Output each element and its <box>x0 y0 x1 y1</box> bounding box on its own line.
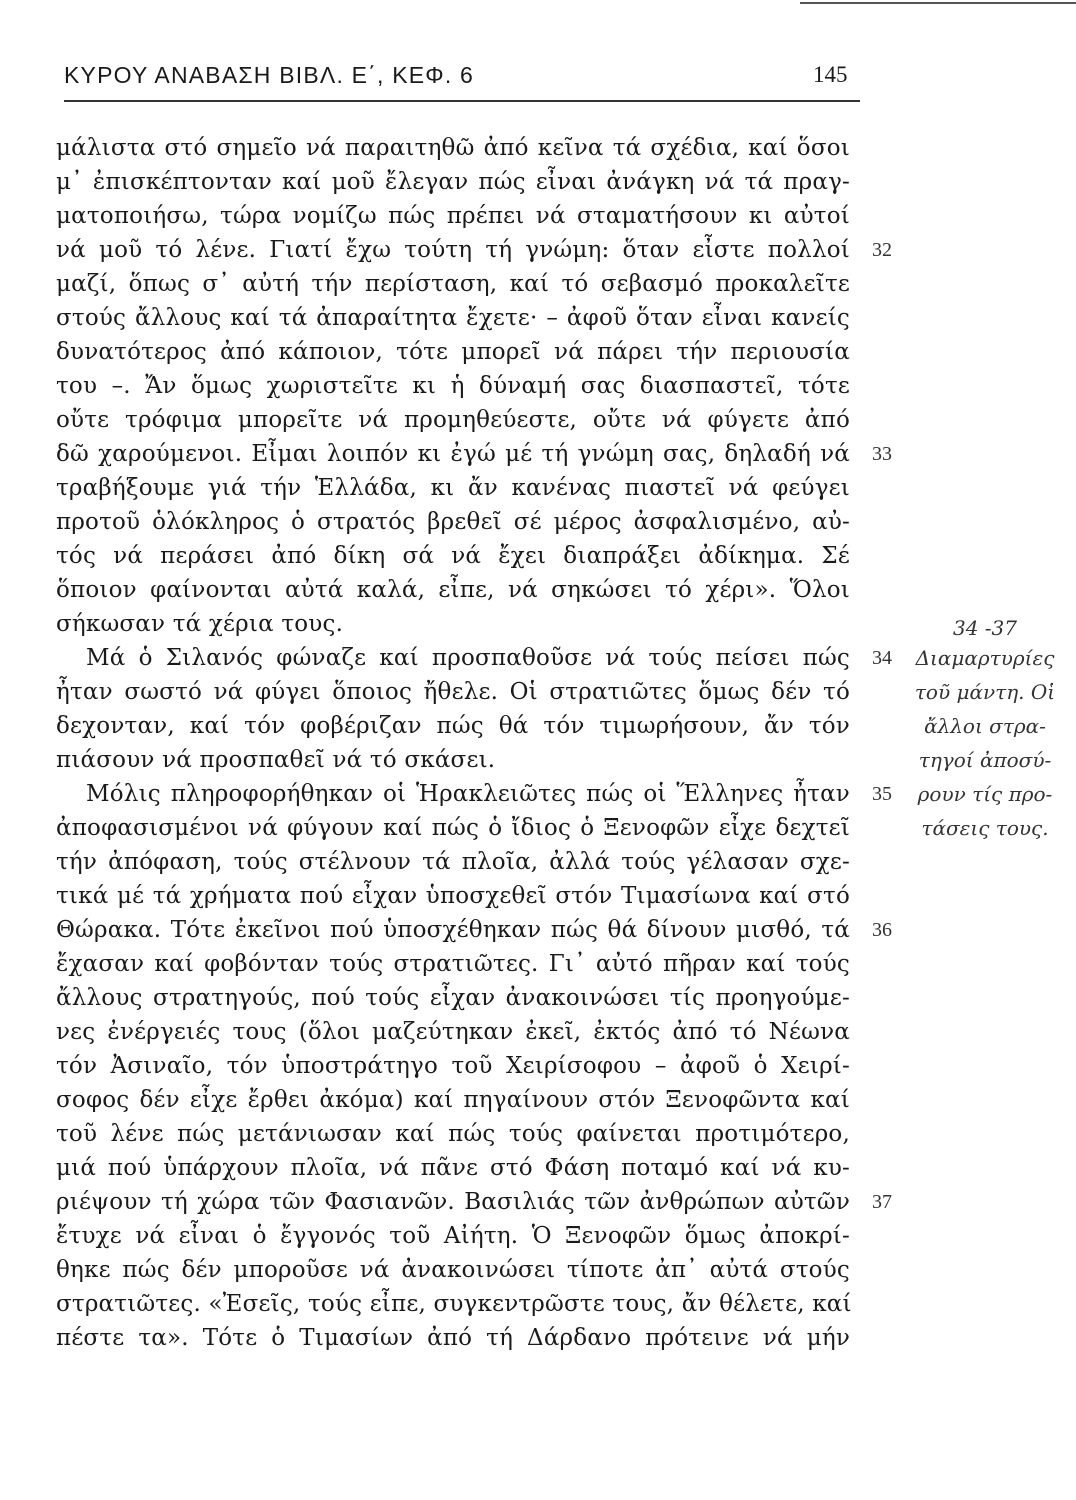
running-head: ΚΥΡΟΥ ΑΝΑΒΑΣΗ ΒΙΒΛ. Ε΄, ΚΕΦ. 6 <box>64 62 475 88</box>
section-number: 37 <box>872 1191 892 1213</box>
text-line: πιάσουν νά προσπαθεῖ νά τό σκάσει. <box>56 747 496 773</box>
text-line: μάλιστα στό σημεῖο νά παραιτηθῶ ἀπό κεῖνα τά σχέδια, καί ὅσοι <box>56 135 850 161</box>
text-line: ματοποιήσω, τώρα νομίζω πώς πρέπει νά σταματήσουν κι αὐτοί <box>56 203 850 229</box>
text-line: ἔτυχε νά εἶναι ὁ ἔγγονός τοῦ Αἰήτη. Ὁ Ξενοφῶν ὅμως ἀποκρί- <box>56 1223 850 1249</box>
text-line: δεχονταν, καί τόν φοβέριζαν πώς θά τόν τιμωρήσουν, ἄν τόν <box>56 713 850 739</box>
section-number: 32 <box>872 239 892 261</box>
text-line: ὅποιον φαίνονται αὐτά καλά, εἶπε, νά σηκώσει τό χέρι». Ὅλοι <box>56 577 850 603</box>
side-note-line: τάσεις τους. <box>921 816 1049 840</box>
top-corner-rule <box>800 2 1076 4</box>
side-note-line: τοῦ μάντη. Οἱ <box>914 680 1056 704</box>
text-line: ἄλλους στρατηγούς, πού τούς εἶχαν ἀνακοινώσει τίς προηγούμε- <box>56 985 850 1011</box>
text-line: τραβήξουμε γιά τήν Ἑλλάδα, κι ἄν κανένας πιαστεῖ νά φεύγει <box>56 475 850 501</box>
text-line: ἦταν σωστό νά φύγει ὅποιος ἤθελε. Οἱ στρατιῶτες ὅμως δέν τό <box>56 679 850 705</box>
text-line: ἔχασαν καί φοβόνταν τούς στρατιῶτες. Γι᾿ αὐτό πῆραν καί τούς <box>56 951 850 977</box>
text-line: νά μοῦ τό λένε. Γιατί ἔχω τούτη τή γνώμη: ὅταν εἶστε πολλοί <box>56 237 850 263</box>
text-line: τικά μέ τά χρήματα πού εἶχαν ὑποσχεθεῖ στόν Τιμασίωνα καί στό <box>56 883 850 909</box>
text-line: τόν Ἀσιναῖο, τόν ὑποστράτηγο τοῦ Χειρίσοφου – ἀφοῦ ὁ Χειρί- <box>56 1053 850 1079</box>
text-line: μ᾿ ἐπισκέπτονταν καί μοῦ ἔλεγαν πώς εἶναι ἀνάγκη νά τά πραγ- <box>56 169 850 195</box>
text-line: τήν ἀπόφαση, τούς στέλνουν τά πλοῖα, ἀλλά τούς γέλασαν σχε- <box>56 849 850 875</box>
text-line: στούς ἄλλους καί τά ἀπαραίτητα ἔχετε· – ἀφοῦ ὅταν εἶναι κανείς <box>56 305 850 331</box>
section-number: 35 <box>872 783 892 805</box>
page-number: 145 <box>813 62 848 87</box>
text-line: πέστε τα». Τότε ὁ Τιμασίων ἀπό τή Δάρδανο πρότεινε νά μήν <box>56 1325 850 1351</box>
text-line: σοφος δέν εἶχε ἔρθει ἀκόμα) καί πηγαίνουν στόν Ξενοφῶντα καί <box>56 1087 850 1113</box>
text-line: μιά πού ὑπάρχουν πλοῖα, νά πᾶνε στό Φάση ποταμό καί νά κυ- <box>56 1155 850 1181</box>
text-line: νες ἐνέργειές τους (ὅλοι μαζεύτηκαν ἐκεῖ, ἐκτός ἀπό τό Νέωνα <box>56 1019 850 1045</box>
section-number: 36 <box>872 919 892 941</box>
text-line: μαζί, ὅπως σ᾿ αὐτή τήν περίσταση, καί τό σεβασμό προκαλεῖτε <box>56 271 850 297</box>
text-line: Θώρακα. Τότε ἐκεῖνοι πού ὑποσχέθηκαν πώς θά δίνουν μισθό, τά <box>56 917 850 943</box>
text-line: προτοῦ ὁλόκληρος ὁ στρατός βρεθεῖ σέ μέρος ἀσφαλισμένο, αὐ- <box>56 509 850 535</box>
section-number: 34 <box>872 647 892 669</box>
text-line: οὔτε τρόφιμα μπορεῖτε νά προμηθεύεστε, οὔτε νά φύγετε ἀπό <box>56 407 850 433</box>
side-note-line: ρουν τίς προ- <box>917 782 1053 806</box>
text-line: στρατιῶτες. «Ἐσεῖς, τούς εἶπε, συγκεντρῶστε τους, ἄν θέλετε, καί <box>56 1291 852 1317</box>
side-note-line: τηγοί ἀποσύ- <box>918 748 1052 772</box>
text-line: Μά ὁ Σιλανός φώναζε καί προσπαθοῦσε νά τούς πείσει πώς <box>86 645 850 671</box>
text-line: τοῦ λένε πώς μετάνιωσαν καί πώς τούς φαίνεται προτιμότερο, <box>56 1121 850 1147</box>
side-note-line: ἄλλοι στρα- <box>924 714 1046 738</box>
text-line: ἀποφασισμένοι νά φύγουν καί πώς ὁ ἴδιος ὁ Ξενοφῶν εἶχε δεχτεῖ <box>56 815 850 841</box>
text-line: τός νά περάσει ἀπό δίκη σά νά ἔχει διαπράξει ἀδίκημα. Σέ <box>56 543 850 569</box>
text-line: Μόλις πληροφορήθηκαν οἱ Ἡρακλειῶτες πώς οἱ Ἕλληνες ἦταν <box>86 781 850 807</box>
text-line: θηκε πώς δέν μποροῦσε νά ἀνακοινώσει τίποτε ἀπ᾿ αὐτά στούς <box>56 1257 850 1283</box>
text-line: του –. Ἄν ὅμως χωριστεῖτε κι ἡ δύναμή σας διασπαστεῖ, τότε <box>56 373 850 399</box>
side-note-line: Διαμαρτυρίες <box>915 646 1055 670</box>
section-number: 33 <box>872 443 892 465</box>
text-line: δῶ χαρούμενοι. Εἶμαι λοιπόν κι ἐγώ μέ τή γνώμη σας, δηλαδή νά <box>56 441 850 467</box>
text-line: σήκωσαν τά χέρια τους. <box>56 611 344 637</box>
side-note-range: 34 -37 <box>952 616 1017 640</box>
header-rule <box>64 100 860 102</box>
text-line: ριέψουν τή χώρα τῶν Φασιανῶν. Βασιλιάς τῶν ἀνθρώπων αὐτῶν <box>56 1189 850 1215</box>
text-line: δυνατότερος ἀπό κάποιον, τότε μπορεῖ νά πάρει τήν περιουσία <box>56 339 850 365</box>
